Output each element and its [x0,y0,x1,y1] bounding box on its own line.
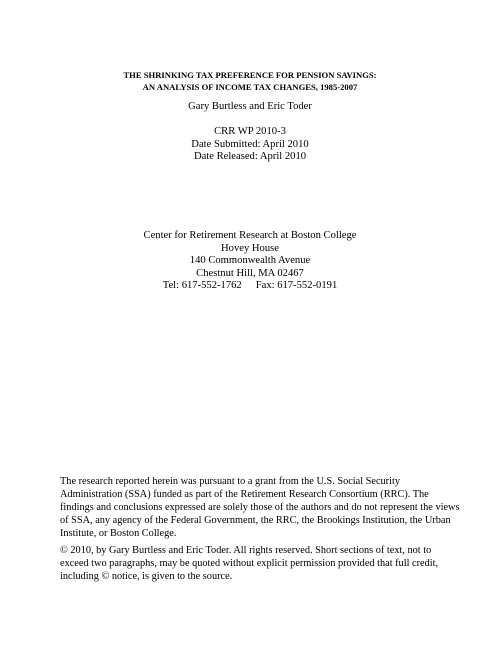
institution-name: Center for Retirement Research at Boston College [143,230,357,241]
disclaimer-line: The research reported herein was pursuant to a grant from the U.S. Social Security [60,476,400,487]
disclaimer-line: Institute, or Boston College. [60,528,177,539]
copyright-line: exceed two paragraphs, may be quoted without explicit permission provided that full credit, [60,558,439,569]
city-state-zip: Chestnut Hill, MA 02467 [196,267,304,279]
title-line-2: AN ANALYSIS OF INCOME TAX CHANGES, 1985-2007 [142,82,358,92]
date-submitted: Date Submitted: April 2010 [191,138,309,150]
disclaimer-line: findings and conclusions expressed are solely those of the authors and do not represent the views [60,502,460,513]
fax: Fax: 617-552-0191 [255,280,338,291]
working-paper-number: CRR WP 2010-3 [214,126,286,137]
paper-info [0,126,500,164]
date-released: Date Released: April 2010 [193,151,307,162]
institution-address [0,230,500,293]
authors [0,101,500,114]
disclaimer-line: of SSA, any agency of the Federal Government, the RRC, the Brookings Institution, the Urban [60,515,451,526]
telephone: Tel: 617-552-1762 [162,280,242,291]
disclaimer-line: Administration (SSA) funded as part of the Retirement Research Consortium (RRC). The [60,489,429,500]
contact-line [0,280,500,293]
author-names: Gary Burtless and Eric Toder [188,101,312,112]
title-line-1: THE SHRINKING TAX PREFERENCE FOR PENSION SAVINGS: [123,70,377,80]
street-address: 140 Commonwealth Avenue [189,255,311,266]
paper-title [0,69,500,93]
copyright-line: © 2010, by Gary Burtless and Eric Toder. All rights reserved. Short sections of text, not to [60,545,432,556]
disclaimer-paragraph [60,475,460,540]
building-name: Hovey House [221,242,279,254]
copyright-paragraph [60,544,444,583]
copyright-line: including © notice, is given to the source. [60,571,233,582]
